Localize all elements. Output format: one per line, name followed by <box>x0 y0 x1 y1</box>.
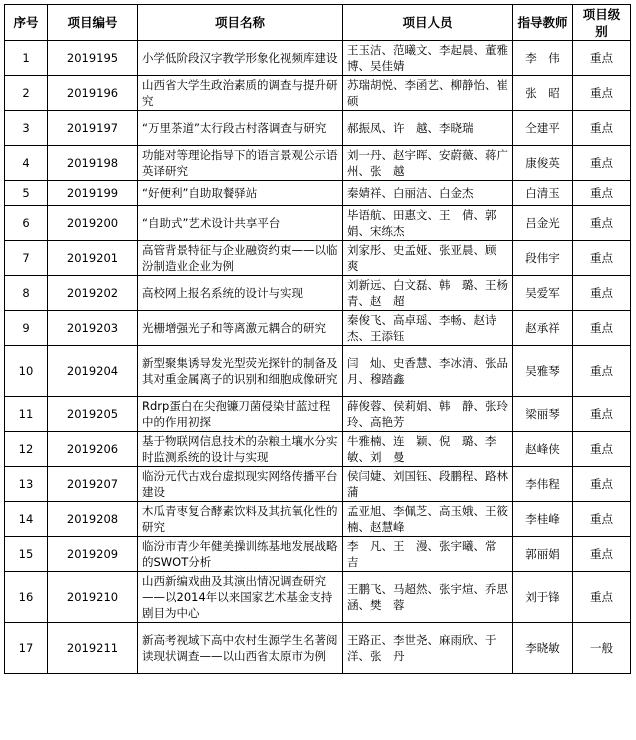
cell-index: 3 <box>5 111 48 146</box>
cell-code: 2019203 <box>48 311 138 346</box>
table-row <box>5 76 631 111</box>
table-row <box>5 502 631 537</box>
cell-members: 薛俊蓉、侯莉娟、韩 静、张玲玲、高艳芳 <box>343 397 513 432</box>
cell-index: 5 <box>5 181 48 206</box>
cell-advisor: 郭丽娟 <box>513 537 573 572</box>
cell-members: 侯闫婕、刘国钰、段鹏程、路林蒲 <box>343 467 513 502</box>
table-row <box>5 346 631 397</box>
header-index: 序号 <box>5 5 48 41</box>
cell-code: 2019209 <box>48 537 138 572</box>
cell-index: 1 <box>5 41 48 76</box>
cell-code: 2019208 <box>48 502 138 537</box>
header-code: 项目编号 <box>48 5 138 41</box>
header-name: 项目名称 <box>138 5 343 41</box>
cell-members: 刘一丹、赵宇晖、安蔚薇、蒋广州、张 越 <box>343 146 513 181</box>
cell-advisor: 康俊英 <box>513 146 573 181</box>
cell-index: 6 <box>5 206 48 241</box>
header-advisor: 指导教师 <box>513 5 573 41</box>
cell-level: 一般 <box>573 623 631 674</box>
table-row <box>5 572 631 623</box>
cell-code: 2019205 <box>48 397 138 432</box>
table-row <box>5 623 631 674</box>
cell-project-name: Rdrp蛋白在尖孢镰刀菌侵染甘蓝过程中的作用初探 <box>138 397 343 432</box>
cell-advisor: 段伟宇 <box>513 241 573 276</box>
cell-advisor: 吴雅琴 <box>513 346 573 397</box>
cell-advisor: 梁丽琴 <box>513 397 573 432</box>
cell-advisor: 吴爱军 <box>513 276 573 311</box>
table-row <box>5 241 631 276</box>
cell-code: 2019196 <box>48 76 138 111</box>
cell-project-name: “自助式”艺术设计共享平台 <box>138 206 343 241</box>
cell-index: 15 <box>5 537 48 572</box>
cell-project-name: 高管背景特征与企业融资约束——以临汾制造业企业为例 <box>138 241 343 276</box>
cell-advisor: 赵承祥 <box>513 311 573 346</box>
cell-project-name: 高校网上报名系统的设计与实现 <box>138 276 343 311</box>
cell-code: 2019204 <box>48 346 138 397</box>
table-row <box>5 467 631 502</box>
table-row <box>5 311 631 346</box>
cell-project-name: 基于物联网信息技术的杂粮土壤水分实时监测系统的设计与实现 <box>138 432 343 467</box>
cell-members: 郝振凤、许 越、李晓瑞 <box>343 111 513 146</box>
cell-members: 刘新远、白文磊、韩 璐、王杨青、赵 超 <box>343 276 513 311</box>
cell-code: 2019197 <box>48 111 138 146</box>
cell-index: 8 <box>5 276 48 311</box>
cell-advisor: 张 昭 <box>513 76 573 111</box>
cell-members: 闫 灿、史香慧、李冰清、张品月、穆踏鑫 <box>343 346 513 397</box>
cell-advisor: 李伟程 <box>513 467 573 502</box>
header-members: 项目人员 <box>343 5 513 41</box>
cell-code: 2019198 <box>48 146 138 181</box>
cell-code: 2019210 <box>48 572 138 623</box>
cell-code: 2019195 <box>48 41 138 76</box>
cell-level: 重点 <box>573 311 631 346</box>
table-row <box>5 537 631 572</box>
cell-project-name: 山西省大学生政治素质的调查与提升研究 <box>138 76 343 111</box>
cell-project-name: 新型聚集诱导发光型荧光探针的制备及其对重金属离子的识别和细胞成像研究 <box>138 346 343 397</box>
cell-level: 重点 <box>573 537 631 572</box>
cell-project-name: 小学低阶段汉字教学形象化视频库建设 <box>138 41 343 76</box>
table-row <box>5 432 631 467</box>
cell-level: 重点 <box>573 41 631 76</box>
cell-level: 重点 <box>573 467 631 502</box>
table-row <box>5 181 631 206</box>
cell-index: 13 <box>5 467 48 502</box>
cell-members: 秦婧祥、白丽洁、白金杰 <box>343 181 513 206</box>
cell-advisor: 赵峰侠 <box>513 432 573 467</box>
cell-level: 重点 <box>573 572 631 623</box>
cell-members: 王鹏飞、马超然、张宇煊、乔思涵、樊 蓉 <box>343 572 513 623</box>
cell-members: 刘家彤、史孟娅、张亚晨、顾 爽 <box>343 241 513 276</box>
cell-code: 2019199 <box>48 181 138 206</box>
cell-code: 2019200 <box>48 206 138 241</box>
cell-advisor: 李 伟 <box>513 41 573 76</box>
cell-code: 2019207 <box>48 467 138 502</box>
cell-level: 重点 <box>573 76 631 111</box>
cell-index: 4 <box>5 146 48 181</box>
cell-index: 2 <box>5 76 48 111</box>
cell-advisor: 吕金光 <box>513 206 573 241</box>
cell-project-name: 临汾市青少年健美操训练基地发展战略的SWOT分析 <box>138 537 343 572</box>
cell-code: 2019211 <box>48 623 138 674</box>
table-row <box>5 111 631 146</box>
cell-project-name: “好便利”自助取餐驿站 <box>138 181 343 206</box>
cell-level: 重点 <box>573 346 631 397</box>
cell-level: 重点 <box>573 111 631 146</box>
cell-project-name: 功能对等理论指导下的语言景观公示语英译研究 <box>138 146 343 181</box>
cell-level: 重点 <box>573 241 631 276</box>
cell-level: 重点 <box>573 276 631 311</box>
cell-advisor: 仝建平 <box>513 111 573 146</box>
project-table <box>4 4 631 674</box>
cell-level: 重点 <box>573 146 631 181</box>
cell-index: 9 <box>5 311 48 346</box>
cell-index: 11 <box>5 397 48 432</box>
cell-index: 12 <box>5 432 48 467</box>
cell-members: 孟亚旭、李佩芝、高玉娥、王筱楠、赵慧峰 <box>343 502 513 537</box>
cell-advisor: 李桂峰 <box>513 502 573 537</box>
cell-index: 7 <box>5 241 48 276</box>
table-body <box>5 41 631 674</box>
cell-code: 2019202 <box>48 276 138 311</box>
cell-level: 重点 <box>573 502 631 537</box>
cell-project-name: 山西新编戏曲及其演出情况调查研究——以2014年以来国家艺术基金支持剧目为中心 <box>138 572 343 623</box>
cell-code: 2019201 <box>48 241 138 276</box>
cell-index: 16 <box>5 572 48 623</box>
cell-level: 重点 <box>573 432 631 467</box>
cell-members: 王玉洁、范曦文、李起晨、董雅博、吴佳婧 <box>343 41 513 76</box>
cell-index: 17 <box>5 623 48 674</box>
cell-level: 重点 <box>573 181 631 206</box>
cell-index: 10 <box>5 346 48 397</box>
cell-members: 毕语航、田惠文、王 倩、郭 娟、宋练杰 <box>343 206 513 241</box>
cell-project-name: 木瓜青枣复合酵素饮料及其抗氧化性的研究 <box>138 502 343 537</box>
cell-advisor: 白清玉 <box>513 181 573 206</box>
table-row <box>5 206 631 241</box>
table-row <box>5 276 631 311</box>
cell-members: 牛雅楠、连 颖、倪 璐、李 敏、刘 曼 <box>343 432 513 467</box>
cell-project-name: 临汾元代古戏台虚拟现实网络传播平台建设 <box>138 467 343 502</box>
header-level: 项目级别 <box>573 5 631 41</box>
table-row <box>5 397 631 432</box>
table-header-row <box>5 5 631 41</box>
cell-members: 李 凡、王 漫、张宇曦、常 吉 <box>343 537 513 572</box>
cell-project-name: 新高考视域下高中农村生源学生名著阅读现状调查——以山西省太原市为例 <box>138 623 343 674</box>
cell-members: 王路正、李世尧、麻雨欣、于 洋、张 丹 <box>343 623 513 674</box>
cell-project-name: “万里茶道”太行段古村落调查与研究 <box>138 111 343 146</box>
cell-project-name: 光栅增强光子和等离激元耦合的研究 <box>138 311 343 346</box>
cell-code: 2019206 <box>48 432 138 467</box>
cell-members: 苏瑞胡悦、李函艺、柳静怡、崔 硕 <box>343 76 513 111</box>
table-row <box>5 41 631 76</box>
cell-index: 14 <box>5 502 48 537</box>
cell-advisor: 李晓敏 <box>513 623 573 674</box>
cell-advisor: 刘于锋 <box>513 572 573 623</box>
cell-level: 重点 <box>573 397 631 432</box>
cell-level: 重点 <box>573 206 631 241</box>
cell-members: 秦俊飞、高卓瑶、李畅、赵诗杰、王添钰 <box>343 311 513 346</box>
table-row <box>5 146 631 181</box>
